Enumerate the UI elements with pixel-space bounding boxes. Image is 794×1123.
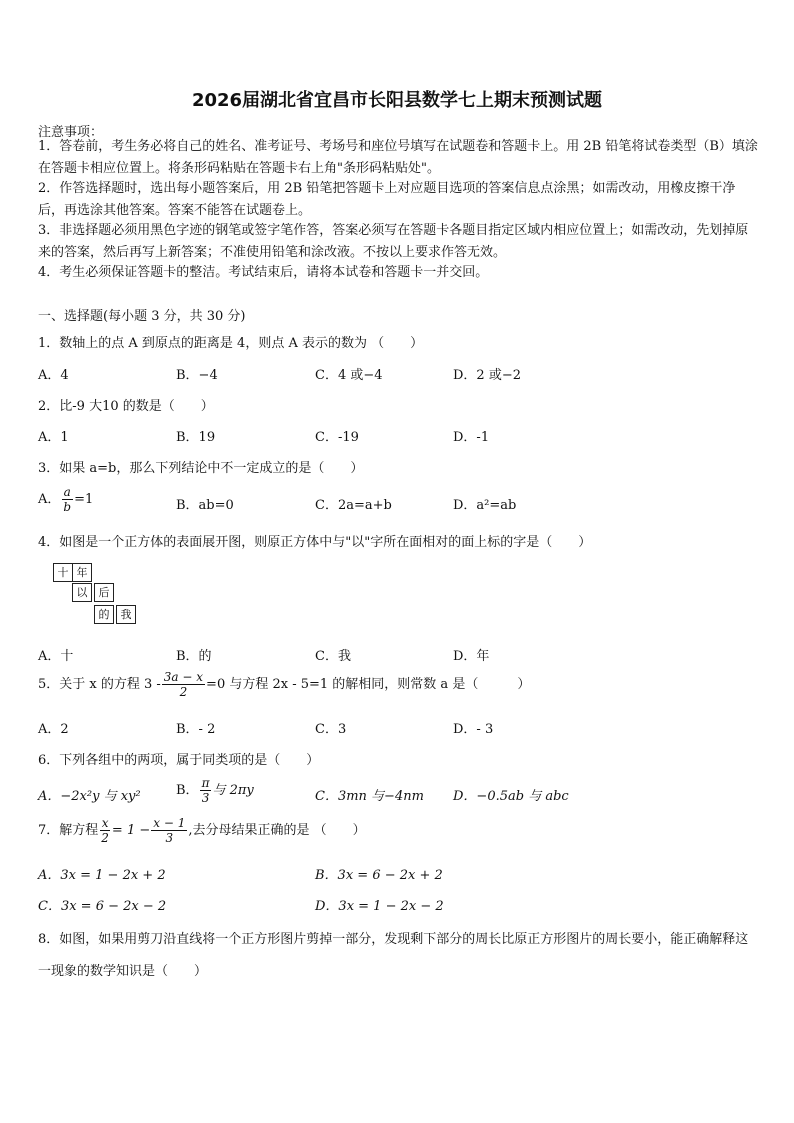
fraction: $\frac{x - 1}{3}$ <box>153 816 186 845</box>
q3-option-a: A． $\frac{a}{b}$ =1 <box>38 485 94 514</box>
net-cell-shi: 十 <box>53 563 73 582</box>
q6-option-b: B． $\frac{\pi}{3}$ 与 2πy <box>176 776 254 805</box>
q6-option-c: C．3mn 与−4nm <box>315 789 424 804</box>
question-1-stem: 1．数轴上的点 A 到原点的距离是 4，则点 A 表示的数为 （ ） <box>38 336 424 351</box>
q3-option-d: D．a²=ab <box>453 498 517 513</box>
page-title: 2026届湖北省宜昌市长阳县数学七上期末预测试题 <box>191 90 603 111</box>
q5-option-a: A．2 <box>38 722 69 737</box>
q2-option-c: C．-19 <box>315 430 359 445</box>
q3-option-c: C．2a=a+b <box>315 498 392 513</box>
q7-option-a: A．3x = 1 − 2x + 2 <box>38 868 166 883</box>
q1-option-b: B．−4 <box>176 368 218 383</box>
notice-item-3: 3．非选择题必须用黑色字迹的钢笔或签字笔作答，答案必须写在答题卡各题目指定区域内相应位置上；如需改动，先划掉原来的答案，然后再写上新答案；不准使用铅笔和涂改液。不按以上要求作答无效。 <box>38 223 749 260</box>
q2-option-a: A．1 <box>38 430 69 445</box>
question-3-stem: 3．如果 a=b，那么下列结论中不一定成立的是（ ） <box>38 461 364 476</box>
q6-option-d: D．−0.5ab 与 abc <box>453 789 569 804</box>
q6-option-a: A．−2x²y 与 xy² <box>38 789 141 804</box>
net-cell-hou: 后 <box>94 583 114 602</box>
fraction: $\frac{x}{2}$ <box>101 816 109 845</box>
notice-item-4: 4．考生必须保证答题卡的整洁。考试结束后，请将本试卷和答题卡一并交回。 <box>38 265 489 280</box>
fraction: $\frac{3a - x}{2}$ <box>163 670 204 699</box>
net-cell-nian: 年 <box>72 563 92 582</box>
q4-option-b: B．的 <box>176 649 212 664</box>
q1-option-d: D．2 或−2 <box>453 368 521 383</box>
q7-option-b: B．3x = 6 − 2x + 2 <box>315 868 443 883</box>
q4-option-c: C．我 <box>315 649 351 664</box>
q4-option-d: D．年 <box>453 649 490 664</box>
q5-option-d: D．- 3 <box>453 722 494 737</box>
q3-option-b: B．ab=0 <box>176 498 234 513</box>
fraction: $\frac{a}{b}$ <box>63 485 72 514</box>
notice-heading: 注意事项： <box>38 125 104 140</box>
net-cell-wo: 我 <box>116 605 136 624</box>
q1-option-a: A．4 <box>38 368 69 383</box>
q4-option-a: A．十 <box>38 649 74 664</box>
question-6-stem: 6．下列各组中的两项，属于同类项的是（ ） <box>38 753 320 768</box>
question-2-stem: 2．比-9 大10 的数是（ ） <box>38 399 214 414</box>
q5-option-c: C．3 <box>315 722 347 737</box>
net-cell-yi: 以 <box>72 583 92 602</box>
q5-option-b: B．- 2 <box>176 722 216 737</box>
q2-option-d: D．-1 <box>453 430 490 445</box>
question-8-stem: 8．如图，如果用剪刀沿直线将一个正方形图片剪掉一部分，发现剩下部分的周长比原正方形图片的周长要小，能正确解释这一现象的数学知识是（ ） <box>38 932 749 979</box>
q1-option-c: C．4 或−4 <box>315 368 383 383</box>
net-cell-de: 的 <box>94 605 114 624</box>
fraction: $\frac{\pi}{3}$ <box>201 776 210 805</box>
notice-item-1: 1．答卷前，考生务必将自己的姓名、准考证号、考场号和座位号填写在试题卷和答题卡上。用 2B 铅笔将试卷类型（B）填涂在答题卡相应位置上。将条形码粘贴在答题卡右上角"条形码粘贴处"。 <box>38 139 758 176</box>
question-7-stem: 7．解方程 $\frac{x}{2}$ = 1 − $\frac{x - 1}{3}$ ,去分母结果正确的是 （ ） <box>38 816 366 845</box>
q7-option-d: D．3x = 1 − 2x − 2 <box>315 899 444 914</box>
question-4-stem: 4．如图是一个正方体的表面展开图，则原正方体中与"以"字所在面相对的面上标的字是（ ） <box>38 535 592 550</box>
section-heading: 一、选择题(每小题 3 分，共 30 分) <box>38 309 246 324</box>
notice-item-2: 2．作答选择题时，选出每小题答案后，用 2B 铅笔把答题卡上对应题目选项的答案信息点涂黑；如需改动，用橡皮擦干净后，再选涂其他答案。答案不能答在试题卷上。 <box>38 181 736 218</box>
q7-option-c: C．3x = 6 − 2x − 2 <box>38 899 167 914</box>
q2-option-b: B．19 <box>176 430 216 445</box>
question-5-stem: 5．关于 x 的方程 3 - $\frac{3a - x}{2}$ =0 与方程 2x - 5=1 的解相同，则常数 a 是（ ） <box>38 670 531 699</box>
